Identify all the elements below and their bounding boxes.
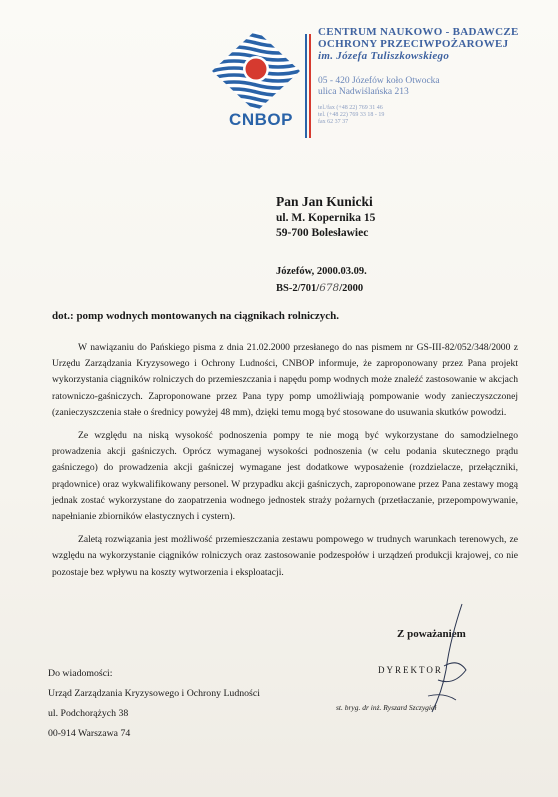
director-stamp: DYREKTOR: [378, 665, 443, 675]
recipient-street: ul. M. Kopernika 15: [276, 212, 376, 224]
divider-blue: [305, 34, 307, 138]
recipient-block: [276, 194, 375, 241]
cnbop-emblem: [210, 28, 302, 114]
org-phones: [318, 105, 548, 126]
reference-prefix: BS-2/701/: [276, 283, 320, 294]
body-paragraph-3: Zaletą rozwiązania jest możliwość przemieszczania zestawu pompowego w trudnych warunkach terenowych, ze względu na wykorzystanie ciągników rolniczych oraz zastosowanie podzespołów i urządzeń produkcji krajowej, co nie pozostaje bez wpływu na koszty wytworzenia i eksploatacji.: [52, 534, 518, 578]
org-name-line2: OCHRONY PRZECIWPOŻAROWEJ: [318, 38, 509, 50]
reference-number: [276, 280, 367, 297]
cc-line3: 00-914 Warszawa 74: [48, 728, 131, 739]
org-address: [318, 76, 548, 98]
tel-line2: tel. (+48 22) 769 33 18 - 19: [318, 112, 385, 118]
body-paragraph-1: W nawiązaniu do Pańskiego pisma z dnia 21.02.2000 przesłanego do nas pismem nr GS-III-82/052/348/2000 z Urzędu Zarządzania Kryzysowego i Ochrony Ludności, CNBOP informuje, że zaproponowany przez Pana projekt wykorzystania ciągników rolniczych do przemieszczania i napędu pomp wodnych może znaleźć zastosowanie w akcjach ratowniczo-gaśniczych. Zaproponowane przez Pana typy pomp umożliwiają pompowanie wody zanieczyszczonej (zanieczyszczenia stałe o średnicy powyżej 48 mm), dzięki temu mogą być stosowane do usuwania skutków powodzi.: [52, 342, 518, 418]
tel-line3: fax 62 37 37: [318, 119, 349, 125]
logo-text: CNBOP: [229, 110, 293, 129]
address-line1: 05 - 420 Józefów koło Otwocka: [318, 76, 440, 86]
divider-red: [309, 34, 311, 138]
org-name-line3: im. Józefa Tuliszkowskiego: [318, 50, 450, 62]
recipient-city: 59-700 Bolesławiec: [276, 227, 369, 239]
date-reference-block: [276, 264, 367, 297]
place-date: Józefów, 2000.03.09.: [276, 266, 367, 277]
body-paragraph-2: Ze względu na niską wysokość podnoszenia pompy te nie mogą być wykorzystane do samodzielnego prowadzenia akcji gaśniczych. Oprócz wymaganej wysokości podnoszenia (w celu podania skutecznego prądu gaśniczego) do prowadzenia akcji gaśniczej wymagane jest dodatkowe wyposażenie (rozdzielacze, przełączniki, prądownice) oraz wykwalifikowany personel. W przypadku akcji gaśniczych, zaproponowane przez Pana zestawy mogą jednak zostać wykorzystane do zaopatrzenia wodnego jednostek straży pożarnych (przetłaczanie, przepompowywanie, napełnianie zbiorników elastycznych i cystern).: [52, 430, 518, 523]
reference-suffix: /2000: [339, 283, 364, 294]
tel-line1: tel./fax (+48 22) 769 31 46: [318, 105, 383, 111]
org-name-line1: CENTRUM NAUKOWO - BADAWCZE: [318, 26, 519, 38]
closing-phrase: Z poważaniem: [397, 628, 466, 640]
cc-heading: Do wiadomości:: [48, 668, 113, 679]
cc-line1: Urząd Zarządzania Kryzysowego i Ochrony Ludności: [48, 688, 260, 699]
handwritten-signature: [392, 600, 502, 720]
address-line2: ulica Nadwiślańska 213: [318, 87, 409, 97]
reference-handwritten: 678: [319, 282, 340, 294]
cc-block: [48, 664, 260, 744]
recipient-name: Pan Jan Kunicki: [276, 194, 373, 209]
cc-line2: ul. Podchorążych 38: [48, 708, 129, 719]
letter-body: [52, 340, 518, 588]
letterhead: [318, 26, 548, 126]
subject-line: dot.: pomp wodnych montowanych na ciągnikach rolniczych.: [52, 310, 340, 322]
signer-name: st. bryg. dr inż. Ryszard Szczygieł: [336, 703, 437, 712]
